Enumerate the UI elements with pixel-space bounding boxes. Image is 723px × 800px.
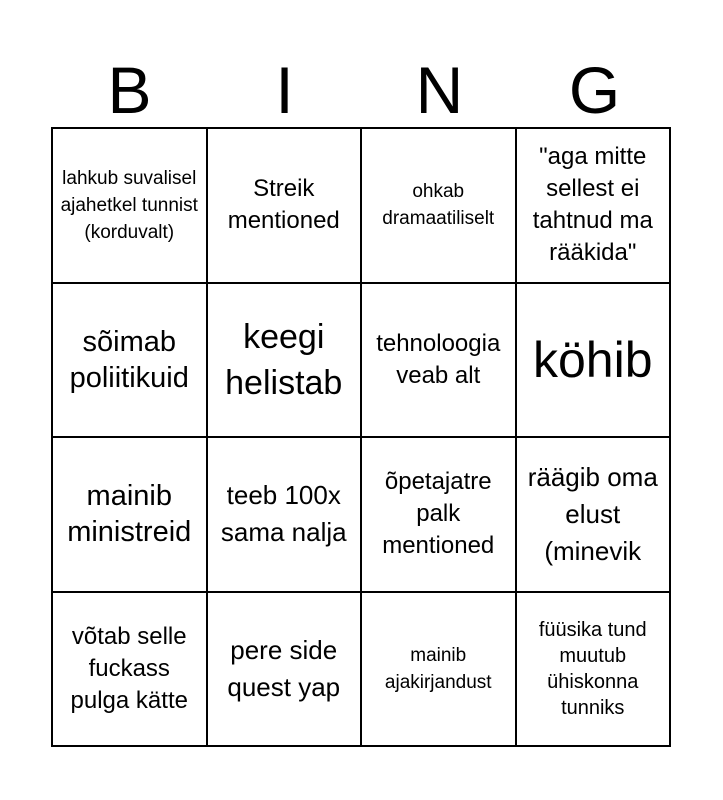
bingo-cell[interactable] xyxy=(207,283,362,438)
bingo-cell[interactable] xyxy=(516,592,671,747)
bingo-cell[interactable] xyxy=(516,283,671,438)
bingo-cell[interactable] xyxy=(207,128,362,283)
bingo-cell-text: ohkab dramaatiliselt xyxy=(382,181,495,230)
bingo-cell-text: köhib xyxy=(532,331,653,388)
bingo-cell[interactable] xyxy=(361,283,516,438)
header-letter-b: B xyxy=(107,53,152,127)
bingo-cell[interactable] xyxy=(361,437,516,592)
bingo-cell-text: mainib ministreid xyxy=(67,480,192,549)
bingo-cell-text: sõimab poliitikuid xyxy=(69,325,189,394)
bingo-cell-text: füüsika tund muutub ühiskonna tunniks xyxy=(538,618,647,719)
bingo-cell-text: "aga mitte sellest ei tahtnud ma rääkida" xyxy=(532,143,653,267)
bingo-cell-text: teeb 100x sama nalja xyxy=(220,480,347,548)
bingo-grid xyxy=(51,127,671,747)
bingo-cell[interactable] xyxy=(52,592,207,747)
bingo-cell-text: pere side quest yap xyxy=(227,634,341,702)
bingo-cell-text: keegi helistab xyxy=(225,317,343,402)
bingo-cell[interactable] xyxy=(207,592,362,747)
header-letter-i: I xyxy=(275,53,294,127)
bingo-cell[interactable] xyxy=(52,437,207,592)
header-letter-g: G xyxy=(568,53,621,127)
bingo-cell[interactable] xyxy=(207,437,362,592)
bingo-cell[interactable] xyxy=(52,283,207,438)
bingo-cell-text: räägib oma elust (minevik xyxy=(527,461,658,566)
bingo-cell[interactable] xyxy=(361,128,516,283)
bingo-cell-text: võtab selle fuckass pulga kätte xyxy=(70,622,188,714)
bingo-cell-text: õpetajatre palk mentioned xyxy=(382,468,495,560)
header-letter-n: N xyxy=(415,53,464,127)
bingo-cell[interactable] xyxy=(52,128,207,283)
bingo-cell[interactable] xyxy=(361,592,516,747)
bingo-cell-text: lahkub suvalisel ajahetkel tunnist (korduvalt) xyxy=(60,167,198,243)
bingo-cell-text: tehnoloogia veab alt xyxy=(376,329,501,389)
bingo-cell[interactable] xyxy=(516,437,671,592)
bingo-cell[interactable] xyxy=(516,128,671,283)
bingo-cell-text: mainib ajakirjandust xyxy=(384,644,492,693)
bingo-header xyxy=(52,52,672,128)
bingo-cell-text: Streik mentioned xyxy=(227,175,340,235)
